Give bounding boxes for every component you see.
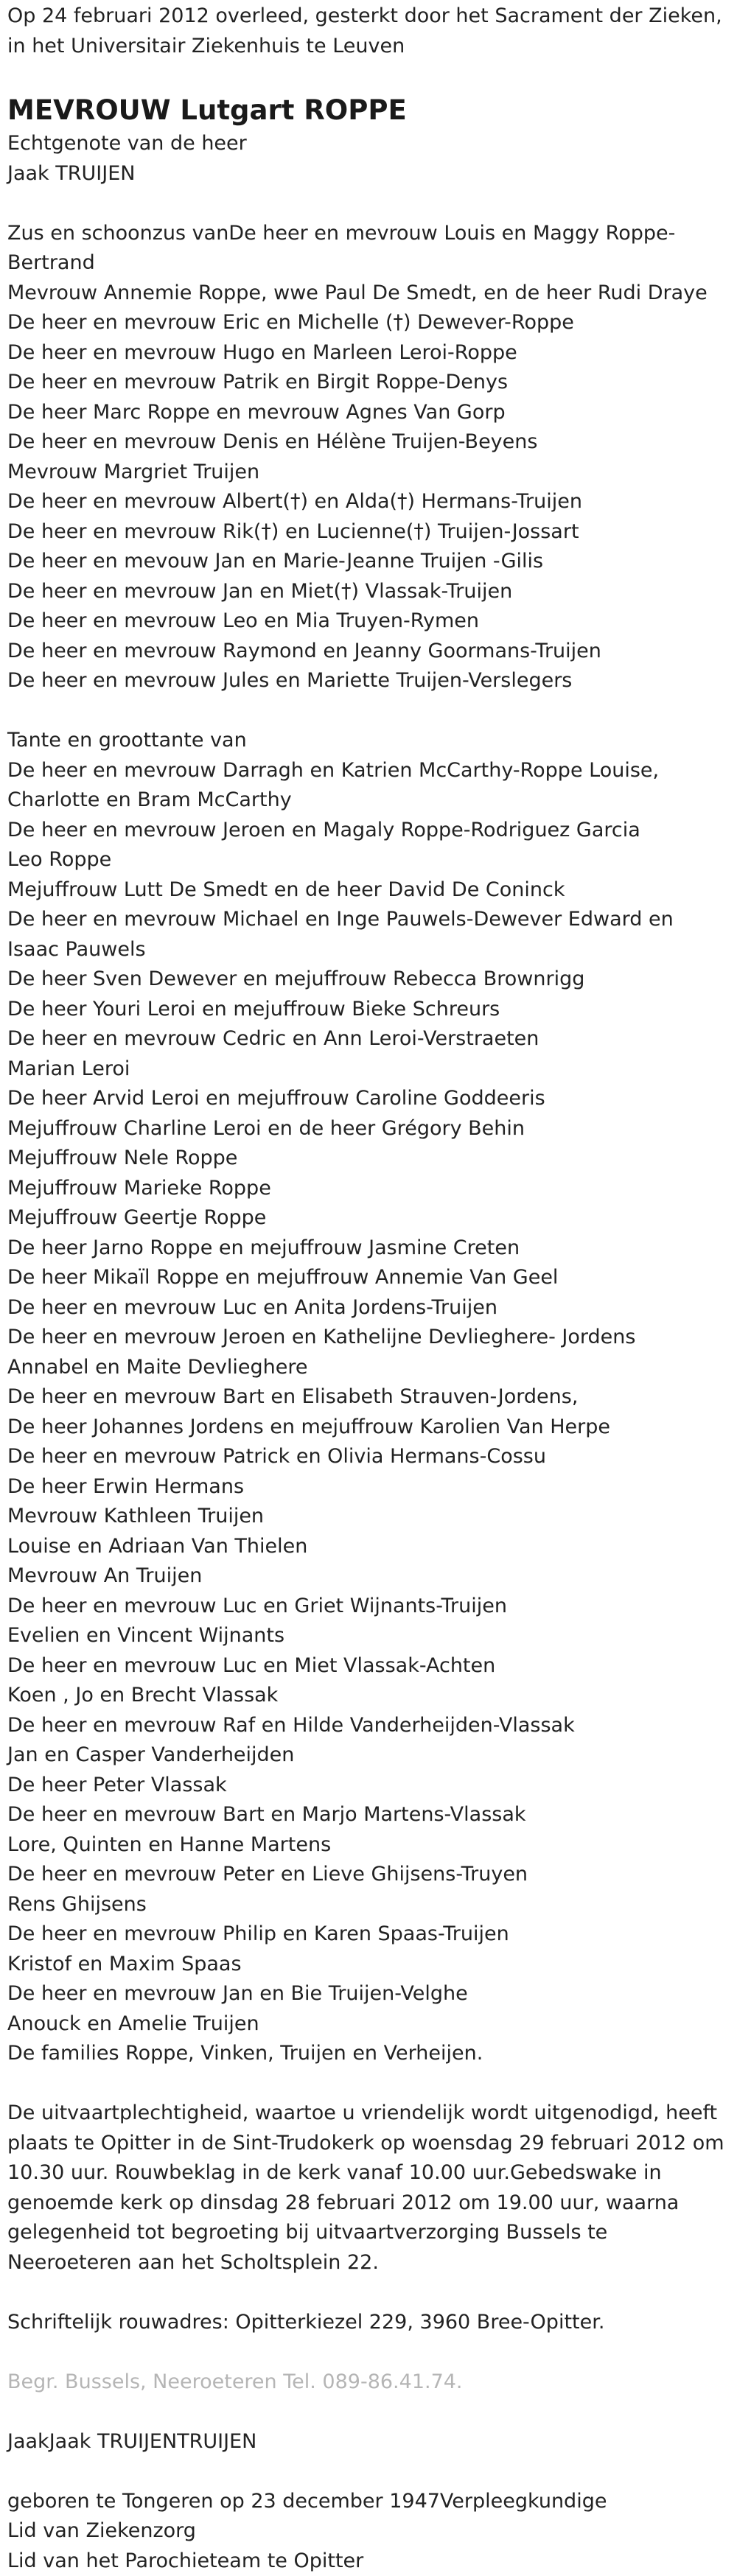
family-line: De heer en mevrouw Bart en Marjo Martens-Vlassak (7, 1800, 730, 1830)
family-line: De heer en mevrouw Peter en Lieve Ghijsens-Truyen (7, 1860, 730, 1890)
spacer (7, 2069, 730, 2099)
family-line: Annabel en Maite Devlieghere (7, 1353, 730, 1383)
family-line: Rens Ghijsens (7, 1890, 730, 1920)
family-line: De heer en mevrouw Jeroen en Magaly Roppe-Rodriguez Garcia (7, 816, 730, 846)
funeral-details: De uitvaartplechtigheid, waartoe u vriendelijk wordt uitgenodigd, heeft plaats te Opitter in de Sint-Trudokerk op woensdag 29 februari 2012 om 10.30 uur. Rouwbeklag in de kerk vanaf 10.00 uur.Gebedswake in genoemde kerk op dinsdag 28 februari 2012 om 19.00 uur, waarna gelegenheid tot begroeting bij uitvaartverzorging Bussels te Neeroeteren aan het Scholtsplein 22. (7, 2099, 730, 2278)
spacer (7, 2397, 730, 2427)
family-line: De families Roppe, Vinken, Truijen en Verheijen. (7, 2039, 730, 2069)
family-line: Marian Leroi (7, 1054, 730, 1085)
family-line: De heer en mevrouw Patrik en Birgit Roppe-Denys (7, 368, 730, 398)
spouse-name: Jaak TRUIJEN (7, 159, 730, 189)
family-line: De heer en mevrouw Raf en Hilde Vanderheijden-Vlassak (7, 1711, 730, 1741)
family-line: Mejuffrouw Charline Leroi en de heer Grégory Behin (7, 1114, 730, 1144)
family-line: Lore, Quinten en Hanne Martens (7, 1830, 730, 1861)
family-line: De heer en mevouw Jan en Marie-Jeanne Truijen -Gilis (7, 547, 730, 577)
intro-text: Op 24 februari 2012 overleed, gesterkt door het Sacrament der Zieken, in het Universitair Ziekenhuis te Leuven (7, 1, 730, 61)
family-line: De heer en mevrouw Jeroen en Kathelijne Devlieghere- Jordens (7, 1323, 730, 1353)
family-line: Mevrouw Annemie Roppe, wwe Paul De Smedt, en de heer Rudi Draye (7, 279, 730, 309)
family-list-nieces-nephews (7, 726, 730, 2069)
family-line: De heer en mevrouw Raymond en Jeanny Goormans-Truijen (7, 637, 730, 667)
condolence-address: Schriftelijk rouwadres: Opitterkiezel 229, 3960 Bree-Opitter. (7, 2308, 730, 2338)
family-line: Mejuffrouw Geertje Roppe (7, 1203, 730, 1233)
family-line: Jan en Casper Vanderheijden (7, 1740, 730, 1771)
deceased-name: MEVROUW Lutgart ROPPE (7, 94, 730, 127)
family-line: De heer en mevrouw Rik(†) en Lucienne(†) Truijen-Jossart (7, 517, 730, 547)
family-line: De heer Jarno Roppe en mejuffrouw Jasmine Creten (7, 1233, 730, 1264)
bio-line: geboren te Tongeren op 23 december 1947Verpleegkundige (7, 2487, 730, 2517)
family-list-siblings (7, 219, 730, 696)
family-line: De heer en mevrouw Patrick en Olivia Hermans-Cossu (7, 1442, 730, 1472)
family-line: Tante en groottante van (7, 726, 730, 756)
undertaker-info: Begr. Bussels, Neeroeteren Tel. 089-86.41.74. (7, 2367, 730, 2398)
spacer (7, 2278, 730, 2308)
family-line: De heer en mevrouw Michael en Inge Pauwels-Dewever Edward en Isaac Pauwels (7, 905, 730, 965)
bio-line: Lid van Ziekenzorg (7, 2516, 730, 2547)
family-line: Mevrouw Kathleen Truijen (7, 1502, 730, 1532)
family-line: Mejuffrouw Nele Roppe (7, 1144, 730, 1174)
family-line: De heer Mikaïl Roppe en mejuffrouw Annemie Van Geel (7, 1263, 730, 1293)
family-line: Kristof en Maxim Spaas (7, 1950, 730, 1980)
family-line: De heer en mevrouw Jules en Mariette Truijen-Verslegers (7, 666, 730, 696)
spacer (7, 2457, 730, 2487)
family-line: De heer en mevrouw Hugo en Marleen Leroi-Roppe (7, 338, 730, 368)
family-line: Anouck en Amelie Truijen (7, 2009, 730, 2040)
family-line: De heer en mevrouw Darragh en Katrien McCarthy-Roppe Louise, Charlotte en Bram McCarthy (7, 756, 730, 816)
family-line: De heer Johannes Jordens en mejuffrouw Karolien Van Herpe (7, 1413, 730, 1443)
spacer (7, 2337, 730, 2367)
family-line: Louise en Adriaan Van Thielen (7, 1532, 730, 1562)
family-line: Mevrouw An Truijen (7, 1561, 730, 1592)
family-line: De heer en mevrouw Albert(†) en Alda(†) Hermans-Truijen (7, 487, 730, 517)
bio-line: Lid van het Parochieteam te Opitter (7, 2547, 730, 2576)
family-line: De heer en mevrouw Bart en Elisabeth Strauven-Jordens, (7, 1382, 730, 1413)
spouse-line: Echtgenote van de heer (7, 129, 730, 159)
spacer (7, 696, 730, 727)
family-line: De heer en mevrouw Jan en Miet(†) Vlassak-Truijen (7, 577, 730, 607)
family-line: De heer en mevrouw Luc en Miet Vlassak-Achten (7, 1651, 730, 1681)
family-line: De heer Erwin Hermans (7, 1472, 730, 1502)
family-line: De heer Youri Leroi en mejuffrouw Bieke Schreurs (7, 995, 730, 1025)
family-line: De heer en mevrouw Leo en Mia Truyen-Rymen (7, 606, 730, 637)
family-line: Mejuffrouw Lutt De Smedt en de heer David De Coninck (7, 875, 730, 906)
family-line: De heer Arvid Leroi en mejuffrouw Caroline Goddeeris (7, 1084, 730, 1114)
family-line: Evelien en Vincent Wijnants (7, 1621, 730, 1651)
family-line: Koen , Jo en Brecht Vlassak (7, 1681, 730, 1711)
family-line: Mejuffrouw Marieke Roppe (7, 1174, 730, 1204)
family-line: De heer Peter Vlassak (7, 1771, 730, 1801)
family-line: De heer Sven Dewever en mejuffrouw Rebecca Brownrigg (7, 965, 730, 995)
family-line: Leo Roppe (7, 845, 730, 875)
family-line: De heer Marc Roppe en mevrouw Agnes Van Gorp (7, 398, 730, 428)
family-line: De heer en mevrouw Jan en Bie Truijen-Velghe (7, 1979, 730, 2009)
family-line: De heer en mevrouw Philip en Karen Spaas-Truijen (7, 1919, 730, 1950)
family-line: Mevrouw Margriet Truijen (7, 458, 730, 488)
family-line: De heer en mevrouw Eric en Michelle (†) Dewever-Roppe (7, 308, 730, 338)
family-line: Zus en schoonzus vanDe heer en mevrouw Louis en Maggy Roppe-Bertrand (7, 219, 730, 279)
spacer (7, 189, 730, 219)
family-line: De heer en mevrouw Cedric en Ann Leroi-Verstraeten (7, 1024, 730, 1054)
family-line: De heer en mevrouw Luc en Anita Jordens-Truijen (7, 1293, 730, 1323)
extra-name: JaakJaak TRUIJENTRUIJEN (7, 2427, 730, 2457)
family-line: De heer en mevrouw Luc en Griet Wijnants-Truijen (7, 1592, 730, 1622)
family-line: De heer en mevrouw Denis en Hélène Truijen-Beyens (7, 427, 730, 458)
